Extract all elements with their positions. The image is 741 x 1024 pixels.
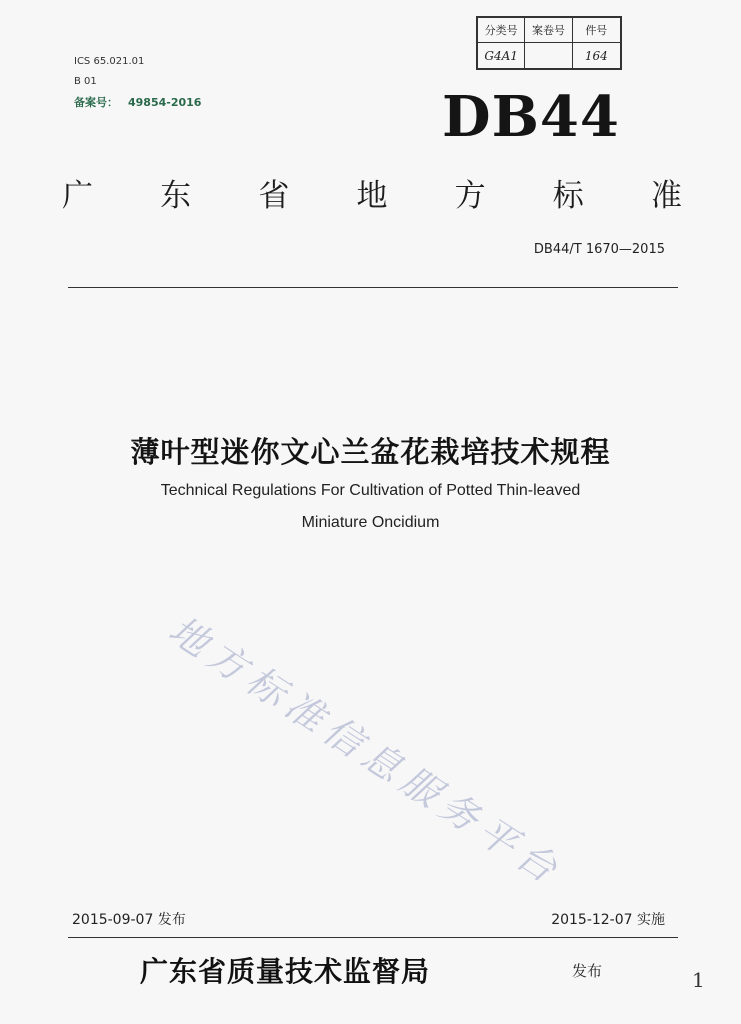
watermark: 地方标准信息服务平台: [161, 607, 571, 895]
title-english-line-2: Miniature Oncidium: [301, 514, 440, 531]
standard-code-logo: DB44: [442, 84, 620, 150]
record-label: 备案号：: [74, 96, 118, 109]
issuing-authority: 广东省质量技术监督局: [140, 955, 431, 988]
stamp-header-item: 件号: [573, 18, 620, 43]
province-title-char: 准: [650, 178, 682, 214]
bottom-divider: [68, 937, 678, 938]
record-number: 49854-2016: [128, 96, 202, 109]
archive-stamp: [476, 16, 622, 70]
stamp-value-category: G4A1: [478, 43, 525, 68]
standard-number: DB44/T 1670—2015: [533, 242, 665, 257]
province-title-char: 方: [454, 178, 486, 214]
issue-date: 2015-09-07 发布: [72, 912, 186, 928]
province-title-char: 广: [62, 178, 93, 214]
record-number-line: [74, 94, 201, 110]
page-number: 1: [692, 968, 705, 992]
province-title-char: 标: [552, 178, 584, 214]
issuer-suffix: 发布: [572, 962, 603, 980]
top-divider: [68, 287, 678, 288]
implementation-date: 2015-12-07 实施: [551, 912, 665, 928]
title-english-line-1: Technical Regulations For Cultivation of Potted Thin-leaved: [160, 482, 581, 499]
stamp-header-category: 分类号: [478, 18, 525, 43]
province-standard-title: [62, 170, 682, 215]
stamp-value-item: 164: [584, 48, 608, 63]
title-chinese: 薄叶型迷你文心兰盆花栽培技术规程: [130, 435, 611, 469]
ics-code: ICS 65.021.01: [74, 56, 145, 67]
province-title-char: 省: [258, 178, 290, 214]
province-title-char: 地: [356, 178, 388, 214]
stamp-value-volume: [525, 43, 572, 68]
ccs-code: B 01: [74, 76, 97, 87]
stamp-header-volume: 案卷号: [525, 18, 572, 43]
province-title-char: 东: [160, 178, 192, 214]
